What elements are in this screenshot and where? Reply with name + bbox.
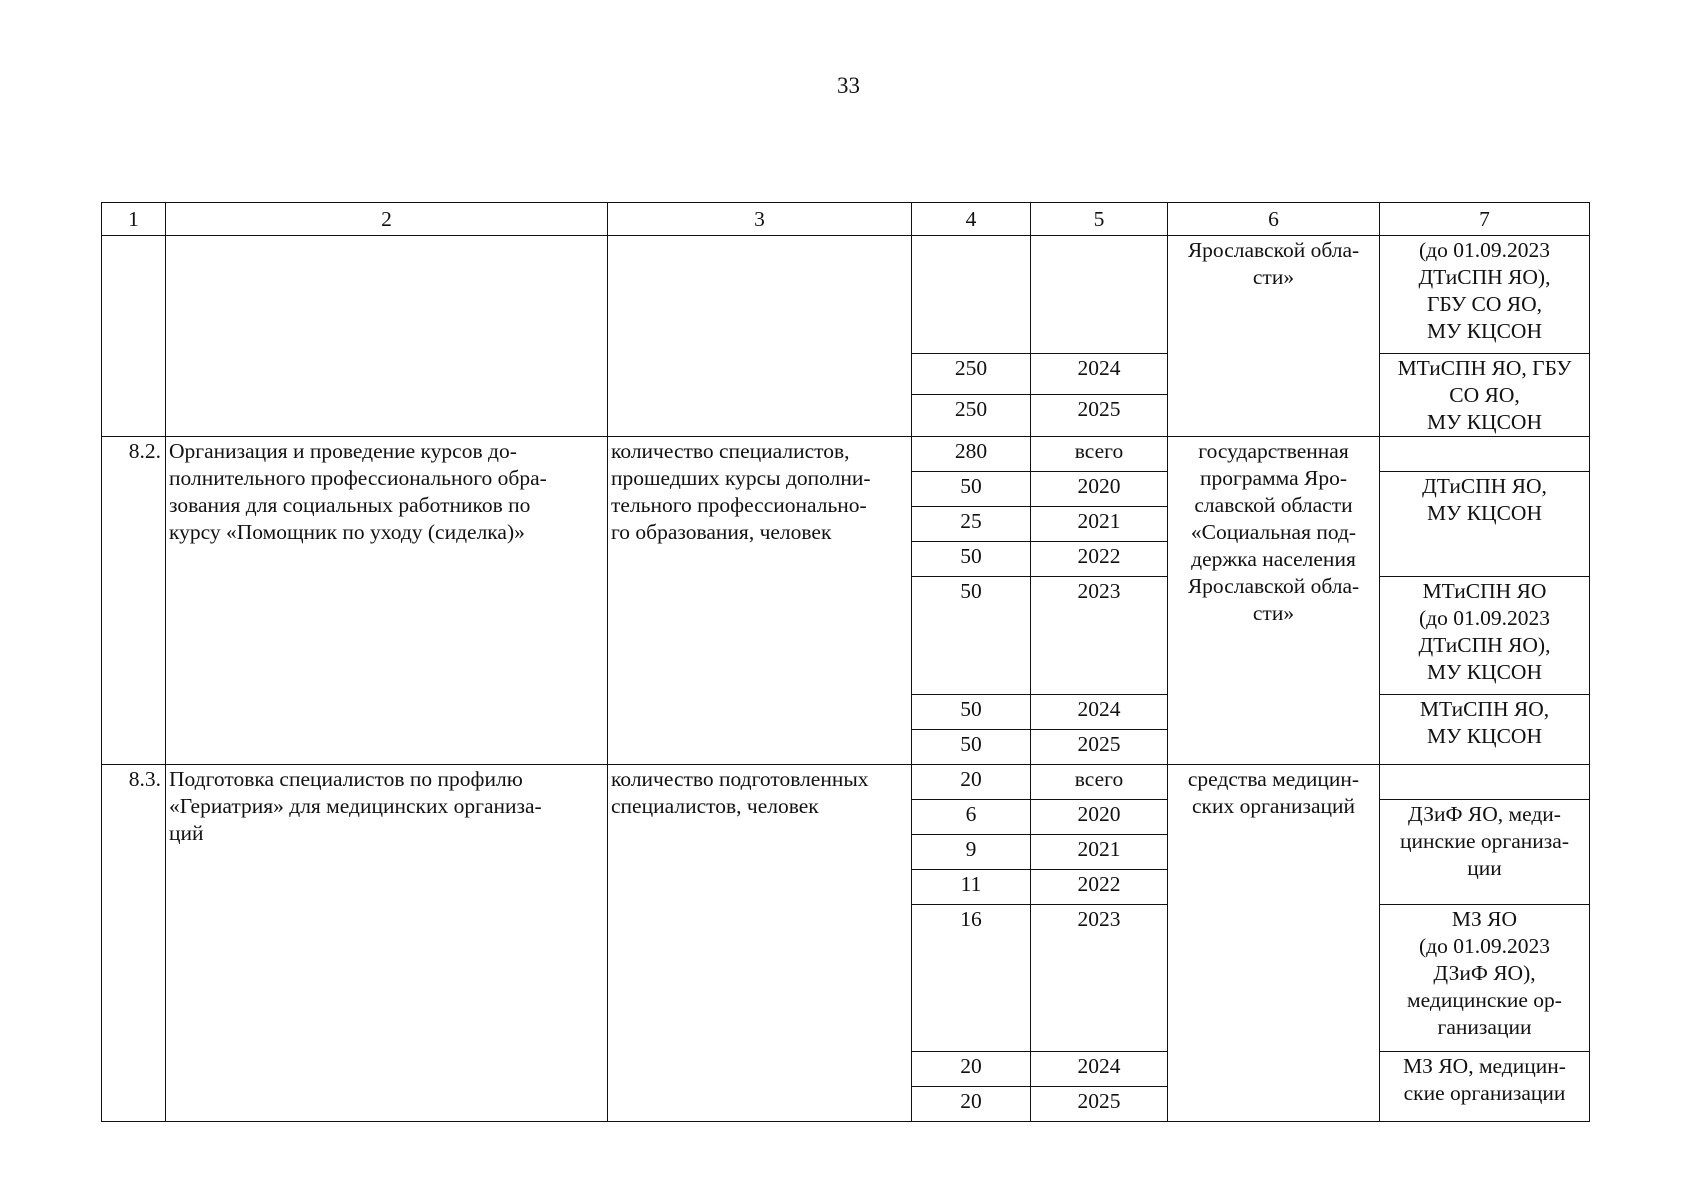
value-cell: 50: [912, 577, 1031, 695]
header-col-7: 7: [1380, 203, 1590, 236]
executor-cell: [1380, 765, 1590, 800]
continuation-executor-2024-2025: МТиСПН ЯО, ГБУ СО ЯО, МУ КЦСОН: [1380, 354, 1590, 437]
executor-cell: ДЗиФ ЯО, меди- цинские организа- ции: [1380, 800, 1590, 905]
year-cell: 2024: [1031, 354, 1168, 395]
item-indicator: количество специалистов, прошедших курсы дополни- тельного профессионально- го образования, человек: [608, 437, 912, 765]
page-number: 33: [837, 73, 860, 98]
year-cell: 2023: [1031, 577, 1168, 695]
value-cell: 16: [912, 905, 1031, 1052]
year-cell: 2020: [1031, 800, 1168, 835]
executor-cell: ДТиСПН ЯО, МУ КЦСОН: [1380, 472, 1590, 577]
value-cell: 250: [912, 394, 1031, 436]
header-col-5: 5: [1031, 203, 1168, 236]
continuation-value-cell: [912, 236, 1031, 354]
year-cell: 2023: [1031, 905, 1168, 1052]
table-row: [102, 765, 1590, 800]
continuation-source-cell: Ярославской обла- сти»: [1168, 236, 1380, 437]
year-cell: 2020: [1031, 472, 1168, 507]
item-name: Организация и проведение курсов до- полнительного профессионального обра- зования для социальных работников по курсу «Помощник по уходу (сиделка)»: [166, 437, 608, 765]
table-row: [102, 236, 1590, 354]
value-cell: 20: [912, 1087, 1031, 1122]
value-cell: 20: [912, 765, 1031, 800]
value-cell: 50: [912, 472, 1031, 507]
value-cell: 25: [912, 507, 1031, 542]
continuation-executor-2023: (до 01.09.2023 ДТиСПН ЯО), ГБУ СО ЯО, МУ КЦСОН: [1380, 236, 1590, 354]
continuation-name-cell: [166, 236, 608, 437]
value-cell: 50: [912, 730, 1031, 765]
item-source: государственная программа Яро- славской области «Социальная под- держка населения Ярославской обла- сти»: [1168, 437, 1380, 765]
value-cell: 250: [912, 354, 1031, 395]
value-cell: 50: [912, 695, 1031, 730]
header-col-3: 3: [608, 203, 912, 236]
item-name: Подготовка специалистов по профилю «Гериатрия» для медицинских организа- ций: [166, 765, 608, 1122]
year-cell: всего: [1031, 437, 1168, 472]
year-cell: 2025: [1031, 1087, 1168, 1122]
header-row: [102, 203, 1590, 236]
year-cell: 2025: [1031, 394, 1168, 436]
item-source: средства медицин- ских организаций: [1168, 765, 1380, 1122]
year-cell: 2022: [1031, 542, 1168, 577]
year-cell: 2025: [1031, 730, 1168, 765]
year-cell: 2022: [1031, 870, 1168, 905]
item-indicator: количество подготовленных специалистов, человек: [608, 765, 912, 1122]
value-cell: 11: [912, 870, 1031, 905]
executor-cell: МТиСПН ЯО, МУ КЦСОН: [1380, 695, 1590, 765]
executor-cell: МТиСПН ЯО (до 01.09.2023 ДТиСПН ЯО), МУ КЦСОН: [1380, 577, 1590, 695]
continuation-year-cell: [1031, 236, 1168, 354]
executor-cell: [1380, 437, 1590, 472]
measures-table: [101, 202, 1590, 1122]
item-number: 8.3.: [102, 765, 166, 1122]
value-cell: 6: [912, 800, 1031, 835]
value-cell: 50: [912, 542, 1031, 577]
year-cell: 2024: [1031, 1052, 1168, 1087]
item-number: 8.2.: [102, 437, 166, 765]
header-col-4: 4: [912, 203, 1031, 236]
year-cell: 2024: [1031, 695, 1168, 730]
executor-cell: МЗ ЯО (до 01.09.2023 ДЗиФ ЯО), медицинские ор- ганизации: [1380, 905, 1590, 1052]
executor-cell: МЗ ЯО, медицин- ские организации: [1380, 1052, 1590, 1122]
value-cell: 20: [912, 1052, 1031, 1087]
year-cell: 2021: [1031, 507, 1168, 542]
continuation-number-cell: [102, 236, 166, 437]
value-cell: 280: [912, 437, 1031, 472]
year-cell: всего: [1031, 765, 1168, 800]
header-col-1: 1: [102, 203, 166, 236]
continuation-indicator-cell: [608, 236, 912, 437]
value-cell: 9: [912, 835, 1031, 870]
table-row: [102, 437, 1590, 472]
header-col-6: 6: [1168, 203, 1380, 236]
header-col-2: 2: [166, 203, 608, 236]
year-cell: 2021: [1031, 835, 1168, 870]
